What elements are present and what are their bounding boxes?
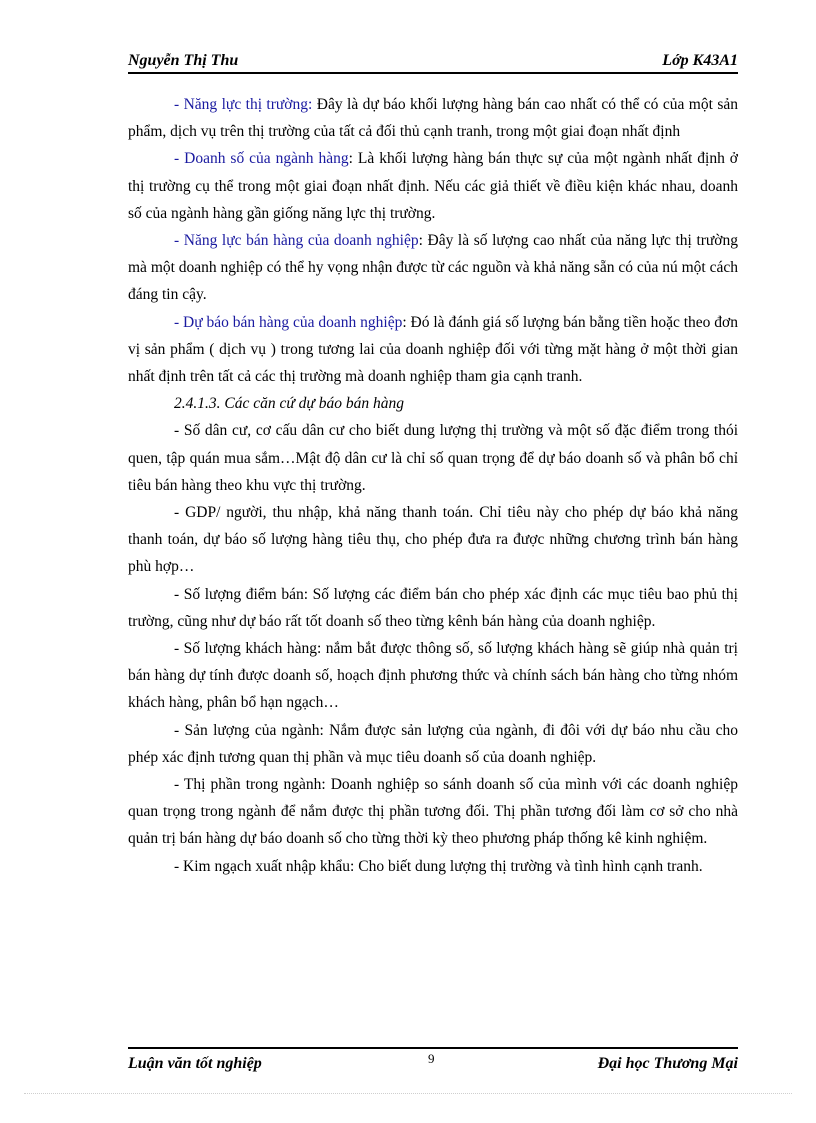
paragraph-text: : Đó là đánh giá số lượng bán bằng tiền hoặc theo đơn vị sản phẩm ( dịch vụ ) trong tương lai của doanh nghiệp đối với từng mặt hàng ở một thời gian nhất định trên tất cả các thị trường mà doanh nghiệp tham gia cạnh tranh. <box>128 313 738 386</box>
page-bottom-divider <box>24 1093 792 1094</box>
paragraph <box>128 309 738 391</box>
page-number: 9 <box>428 1051 435 1066</box>
bullet-item: - GDP/ người, thu nhập, khả năng thanh toán. Chỉ tiêu này cho phép dự báo khả năng thanh toán, dự báo số lượng hàng tiêu thụ, cho phép đưa ra được những chương trình bán hàng phù hợp… <box>128 504 738 576</box>
bullet-item: - Số lượng khách hàng: nắm bắt được thông số, số lượng khách hàng sẽ giúp nhà quản trị bán hàng dự tính được doanh số, hoạch định phương thức và chính sách bán hàng cho từng nhóm khách hàng, phân bổ hạn ngạch… <box>128 640 738 712</box>
bullet-item: - Kim ngạch xuất nhập khẩu: Cho biết dung lượng thị trường và tình hình cạnh tranh. <box>174 857 703 875</box>
paragraph <box>128 145 738 227</box>
paragraph <box>128 227 738 309</box>
term-industry-sales: - Doanh số của ngành hàng <box>174 150 349 168</box>
document-body <box>128 91 738 880</box>
section-heading: 2.4.1.3. Các căn cứ dự báo bán hàng <box>174 395 405 413</box>
footer-university: Đại học Thương Mại <box>597 1055 738 1072</box>
term-company-sales-forecast: - Dự báo bán hàng của doanh nghiệp <box>174 313 403 331</box>
header-author: Nguyễn Thị Thu <box>128 52 239 69</box>
term-company-sales-capacity: - Năng lực bán hàng của doanh nghiệp <box>174 232 419 250</box>
page-footer <box>128 1047 738 1079</box>
paragraph-text: Đây là dự báo khối lượng hàng bán cao nhất có thể có của một sản phẩm, dịch vụ trên thị trường của tất cả đối thủ cạnh tranh, trong một giai đoạn nhất định <box>128 96 738 141</box>
paragraph-text: : Là khối lượng hàng bán thực sự của một ngành nhất định ở thị trường cụ thể trong một giai đoạn nhất định. Nếu các giả thiết về điều kiện khác nhau, doanh số của ngành hàng gần giống năng lực thị trường. <box>128 150 738 222</box>
paragraph <box>128 91 738 145</box>
bullet-item: - Sản lượng của ngành: Nắm được sản lượng của ngành, đi đôi với dự báo nhu cầu cho phép xác định tương quan thị phần và mục tiêu doanh số của doanh nghiệp. <box>128 721 738 766</box>
header-class: Lớp K43A1 <box>662 52 738 69</box>
bullet-item: - Số dân cư, cơ cấu dân cư cho biết dung lượng thị trường và một số đặc điểm trong thói quen, tập quán mua sắm…Mật độ dân cư là chỉ số quan trọng để dự báo doanh số và phân bổ chỉ tiêu bán hàng theo khu vực thị trường. <box>128 422 738 494</box>
bullet-item: - Thị phần trong ngành: Doanh nghiệp so sánh doanh số của mình với các doanh nghiệp quan trọng trong ngành để nắm được thị phần tương đối. Thị phần tương đối làm cơ sở cho nhà quản trị bán hàng dự báo doanh số cho từng thời kỳ theo phương pháp thống kê kinh nghiệm. <box>128 776 738 848</box>
page-header <box>128 52 738 74</box>
paragraph-text: : Đây là số lượng cao nhất của năng lực thị trường mà một doanh nghiệp có thể hy vọng nhận được từ các nguồn và khả năng sẵn có của nú một cách đáng tin cậy. <box>128 232 739 304</box>
footer-thesis-label: Luận văn tốt nghiệp <box>128 1055 262 1072</box>
bullet-item: - Số lượng điểm bán: Số lượng các điểm bán cho phép xác định các mục tiêu bao phủ thị trường, cũng như dự báo rất tốt doanh số theo từng kênh bán hàng của doanh nghiệp. <box>128 585 738 630</box>
term-market-capacity: - Năng lực thị trường: <box>174 96 313 113</box>
